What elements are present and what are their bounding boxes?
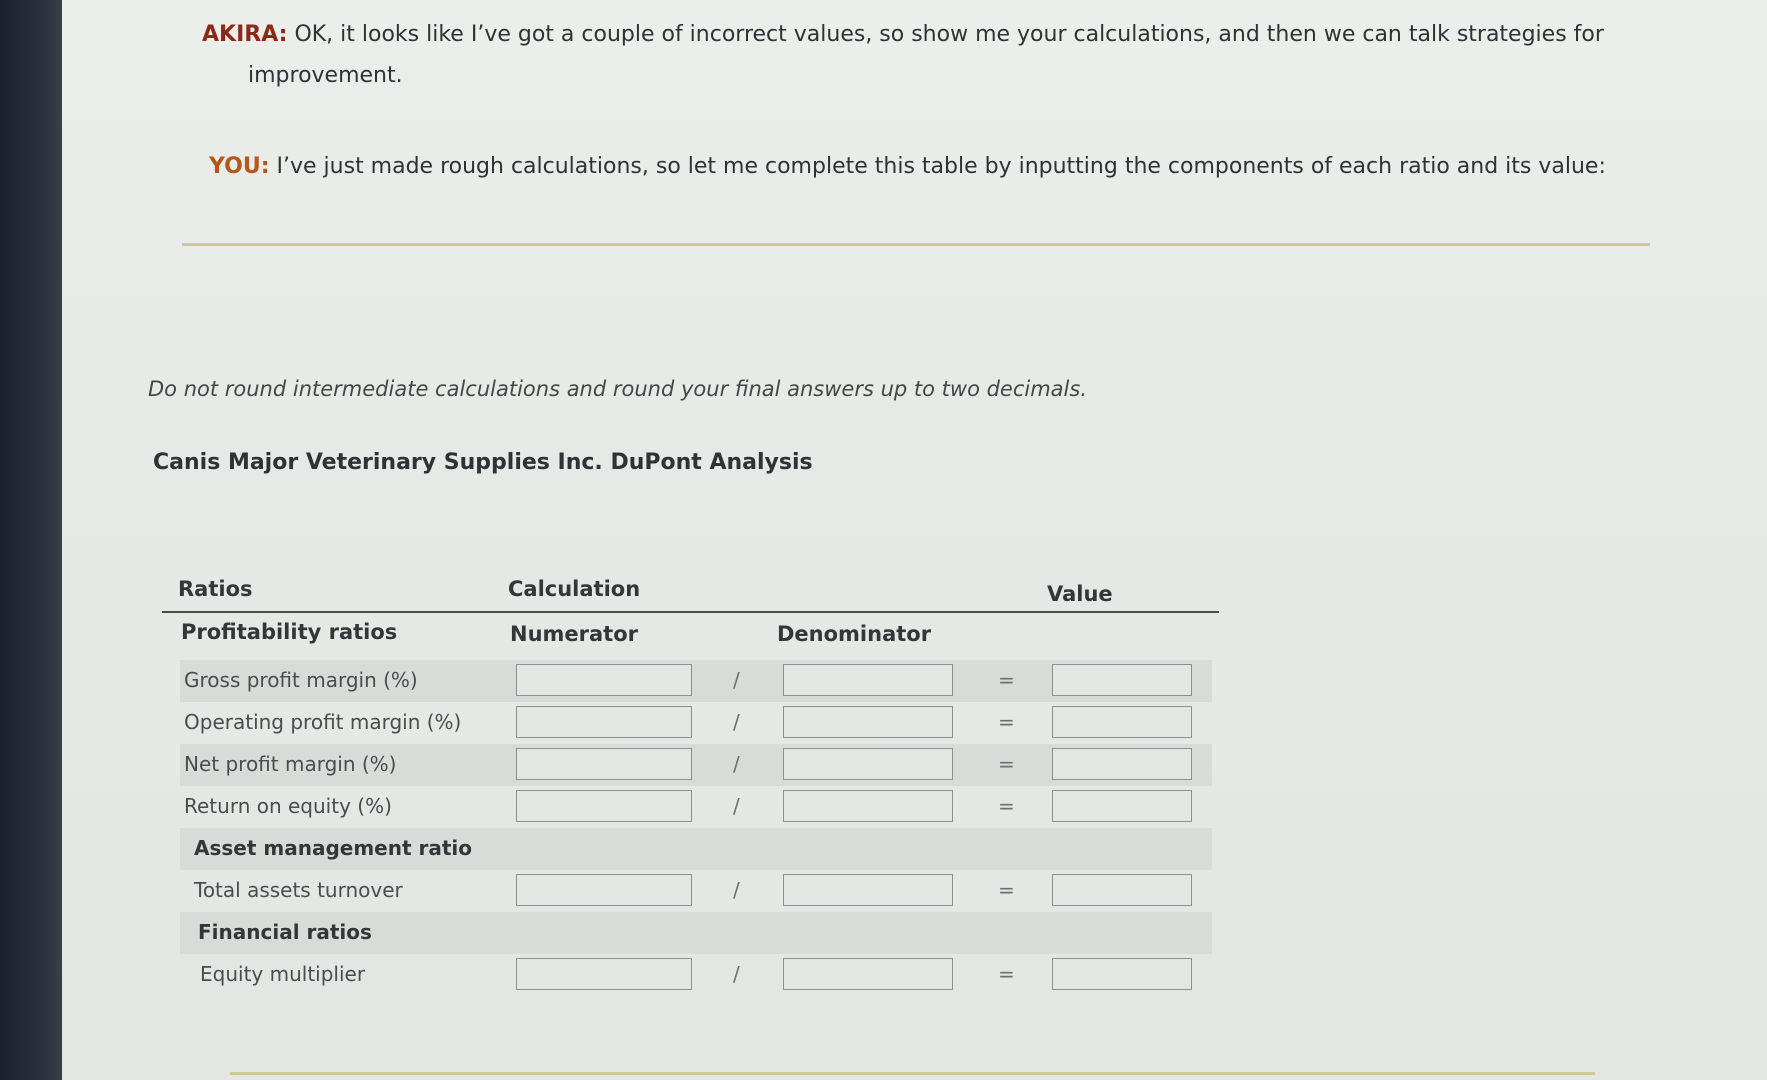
equals-operator: = [998,752,1015,776]
header-rule [162,611,1219,613]
financial-ratios-heading: Financial ratios [198,920,372,944]
table-row [180,744,1212,786]
equals-operator: = [998,878,1015,902]
calculation-header: Calculation [508,577,641,601]
table-row [180,954,1212,996]
divide-operator: / [733,752,740,776]
akira-speaker: AKIRA: [202,22,288,47]
equity-multiplier-numerator-input[interactable] [516,958,692,990]
return-on-equity-numerator-input[interactable] [516,790,692,822]
row-label-equity-multiplier: Equity multiplier [200,962,366,986]
rounding-instruction: Do not round intermediate calculations and round your final answers up to two decimals. [148,377,1088,401]
divide-operator: / [733,878,740,902]
row-label-operating-profit-margin: Operating profit margin (%) [184,710,462,734]
row-label-gross-profit-margin: Gross profit margin (%) [184,668,418,692]
operating-profit-margin-value-input[interactable] [1052,706,1192,738]
you-dialogue [209,148,1629,186]
section-divider [182,243,1650,246]
table-row [180,702,1212,744]
value-header: Value [1047,582,1113,606]
equals-operator: = [998,710,1015,734]
row-label-return-on-equity: Return on equity (%) [184,794,392,818]
equals-operator: = [998,794,1015,818]
gross-profit-margin-value-input[interactable] [1052,664,1192,696]
divide-operator: / [733,962,740,986]
numerator-header: Numerator [510,622,638,646]
akira-dialogue [202,16,1622,54]
denominator-header: Denominator [777,622,932,646]
bottom-divider [230,1072,1595,1075]
akira-dialogue-continuation: improvement. [248,63,403,88]
row-label-net-profit-margin: Net profit margin (%) [184,752,397,776]
section-row [180,828,1212,870]
equity-multiplier-value-input[interactable] [1052,958,1192,990]
total-assets-turnover-denominator-input[interactable] [783,874,953,906]
table-title: Canis Major Veterinary Supplies Inc. DuPont Analysis [153,450,813,475]
divide-operator: / [733,668,740,692]
operating-profit-margin-numerator-input[interactable] [516,706,692,738]
asset-management-ratio-heading: Asset management ratio [194,836,473,860]
return-on-equity-value-input[interactable] [1052,790,1192,822]
net-profit-margin-numerator-input[interactable] [516,748,692,780]
net-profit-margin-denominator-input[interactable] [783,748,953,780]
total-assets-turnover-numerator-input[interactable] [516,874,692,906]
you-text: I’ve just made rough calculations, so let me complete this table by inputting the components of each ratio and its value: [276,154,1606,179]
equity-multiplier-denominator-input[interactable] [783,958,953,990]
page-content [62,0,1767,1080]
screen-bezel [0,0,62,1080]
operating-profit-margin-denominator-input[interactable] [783,706,953,738]
gross-profit-margin-numerator-input[interactable] [516,664,692,696]
ratios-header: Ratios [178,577,253,601]
table-row [180,660,1212,702]
table-row [180,870,1212,912]
divide-operator: / [733,794,740,818]
akira-text: OK, it looks like I’ve got a couple of incorrect values, so show me your calculations, and then we can talk strategies for [294,22,1604,47]
section-row [180,912,1212,954]
row-label-total-assets-turnover: Total assets turnover [194,878,403,902]
you-speaker: YOU: [209,154,270,179]
equals-operator: = [998,962,1015,986]
gross-profit-margin-denominator-input[interactable] [783,664,953,696]
divide-operator: / [733,710,740,734]
return-on-equity-denominator-input[interactable] [783,790,953,822]
net-profit-margin-value-input[interactable] [1052,748,1192,780]
profitability-ratios-heading: Profitability ratios [181,620,398,644]
total-assets-turnover-value-input[interactable] [1052,874,1192,906]
table-row [180,786,1212,828]
equals-operator: = [998,668,1015,692]
